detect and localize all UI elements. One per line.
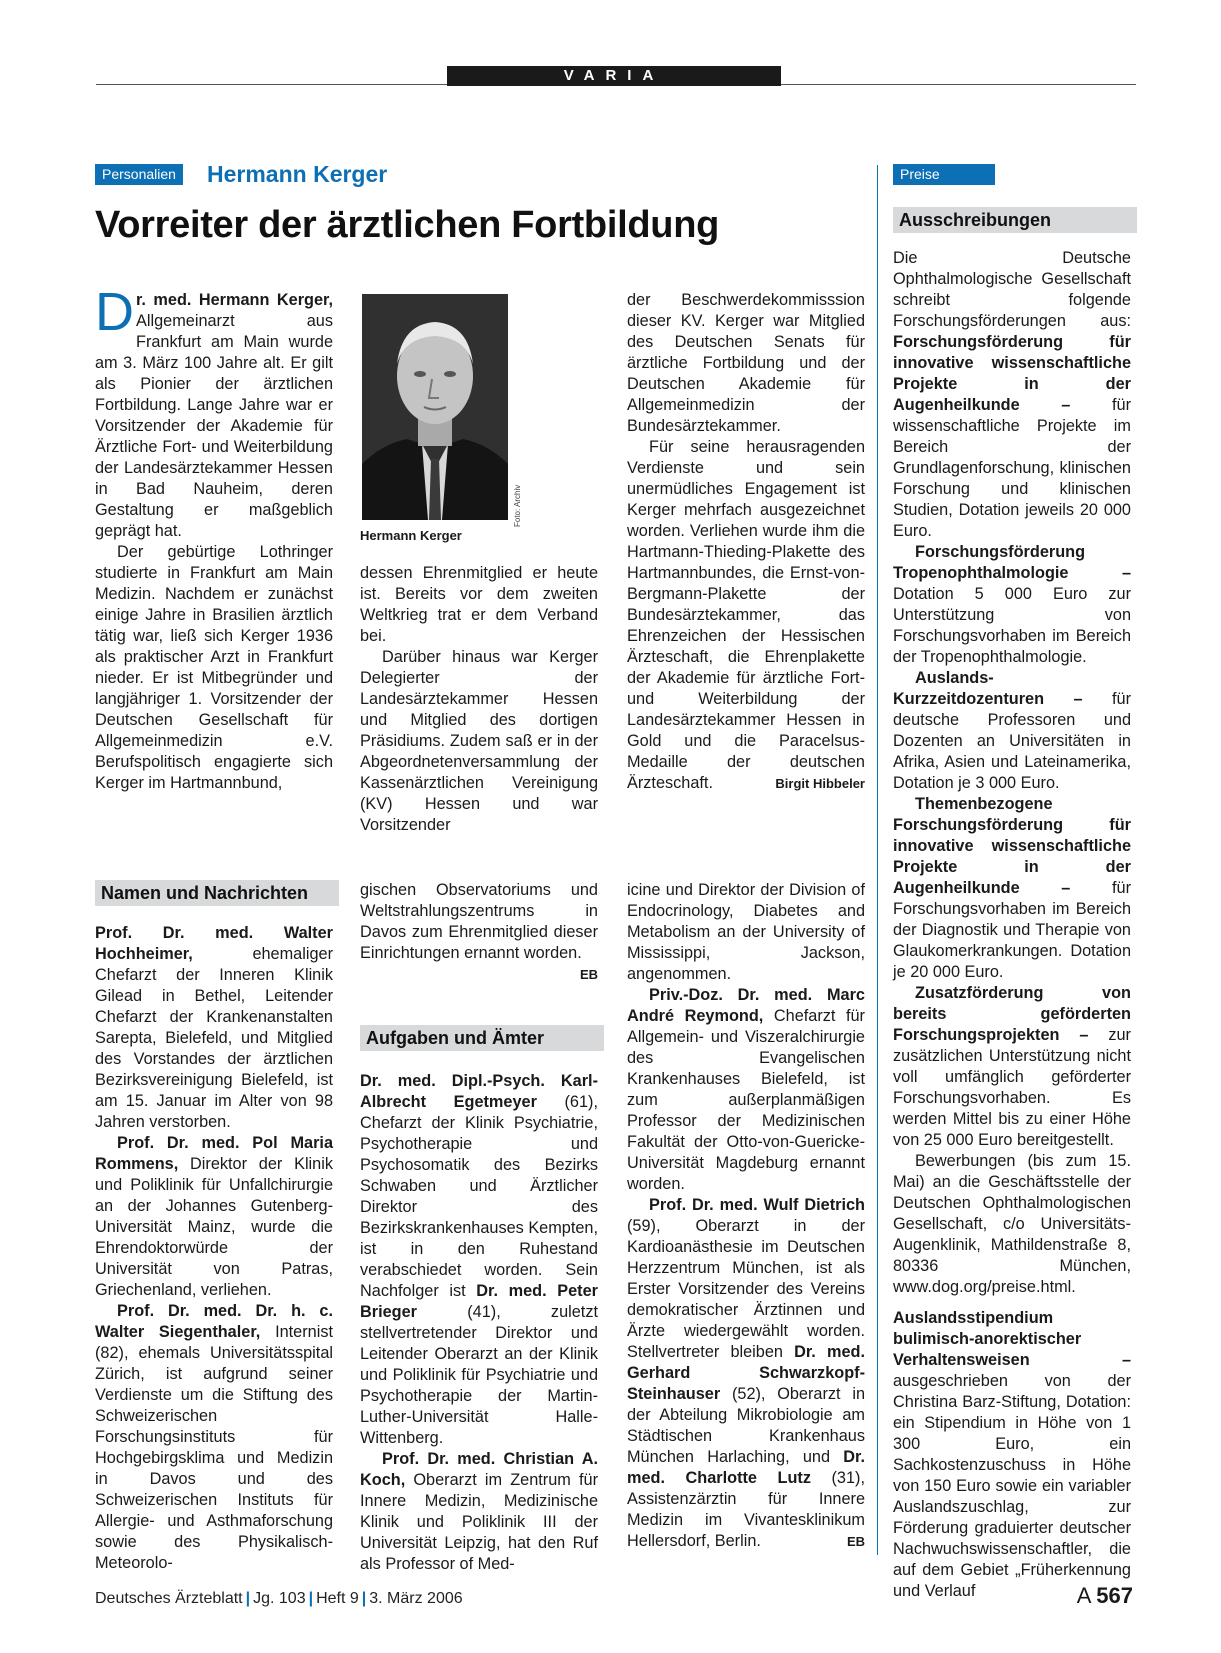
prize-entry bbox=[893, 794, 1131, 983]
prize-name: Auslands-Kurzzeitdozenturen – bbox=[893, 669, 1083, 708]
entry-text: ausgeschrieben von der Christina Barz-Stiftung, Dotation: ein Stipendium in Höhe von 1 300 Euro, ein Sachkostenzuschuss in Höhe von 150 Euro sowie ein variabler Auslandszuschlag, zur Förderung graduierter deutscher Nachwuchswissenschaftler, die auf dem Gebiet „Früherkennung und Verlauf bbox=[893, 1372, 1131, 1600]
author-signature: EB bbox=[846, 1534, 865, 1549]
news-entry bbox=[95, 1301, 333, 1574]
news-entry bbox=[95, 1133, 333, 1301]
entry-text: (52), Oberarzt in der Abteilung Mikrobiologie am Städtischen Krankenhaus München Harlaching, und bbox=[627, 1385, 865, 1466]
column-divider bbox=[877, 165, 878, 1555]
entry-text: für deutsche Professoren und Dozenten an Universitäten in Afrika, Asien und Lateinamerika, Dotation je 3 000 Euro. bbox=[893, 690, 1132, 792]
author-signature: EB bbox=[579, 967, 598, 982]
author-signature: Birgit Hibbeler bbox=[775, 776, 865, 791]
section-heading-names: Namen und Nachrichten bbox=[95, 880, 339, 906]
section-heading-preise: Ausschreibungen bbox=[893, 207, 1137, 233]
paragraph: der Beschwerdekommisssion dieser KV. Kerger war Mitglied des Deutschen Senats für ärztliche Fortbildung und der Deutschen Akademie für Allgemeinmedizin der Bundesärztekammer. bbox=[627, 291, 865, 435]
footer-separator: | bbox=[361, 1590, 367, 1607]
person-name: Prof. Dr. med. Wulf Dietrich bbox=[649, 1196, 865, 1214]
entry-text: Dotation 5 000 Euro zur Unterstützung von Forschungsvorhaben im Bereich der Tropenophthalmologie. bbox=[893, 585, 1131, 666]
entry-text: für Forschungsvorhaben im Bereich der Diagnostik und Therapie von Glaukomerkrankungen. Dotation je 20 000 Euro. bbox=[893, 879, 1131, 981]
application-info: Bewerbungen (bis zum 15. Mai) an die Geschäftsstelle der Deutschen Ophthalmologischen Gesellschaft, c/o Universitäts-Augenklinik, Mathildenstraße 8, 80336 München, www.dog.org/preise.html. bbox=[893, 1152, 1131, 1296]
lead-text: Allgemeinarzt aus Frankfurt am Main wurde am 3. März 100 Jahre alt. Er gilt als Pionier der ärztlichen Fortbildung. Lange Jahre war er Vorsitzender der Akademie für Ärztliche Fort- und Weiterbildung der Landesärztekammer Hessen in Bad Nauheim, deren Gestaltung er maßgeblich geprägt hat. bbox=[95, 312, 333, 540]
person-name: Prof. Dr. med. Dr. h. c. Walter Siegenthaler, bbox=[95, 1302, 333, 1341]
article-column-2 bbox=[360, 563, 598, 836]
article-person-name: Hermann Kerger bbox=[207, 161, 388, 187]
person-name: Dr. med. Peter Brieger bbox=[360, 1282, 598, 1321]
paragraph: Darüber hinaus war Kerger Delegierter der Landesärztekammer Hessen und Mitglied des dortigen Präsidiums. Zudem saß er in der Abgeordnetenversammlung der Kassenärztlichen Vereinigung (KV) Hessen und war Vorsitzender bbox=[360, 648, 598, 834]
entry-text: gischen Observatoriums und Weltstrahlungszentrums in Davos zum Ehrenmitglied dieser Einrichtungen ernannt worden. bbox=[360, 881, 598, 962]
prize-name: Auslandsstipendium bulimisch-anorektischer Verhaltensweisen – bbox=[893, 1309, 1131, 1369]
article-column-3 bbox=[627, 290, 865, 794]
entry-text: ehemaliger Chefarzt der Inneren Klinik Gilead in Bethel, Leitender Chefarzt der Krankenanstalten Sarepta, Bielefeld, und Mitglied des Vorstandes der ärztlichen Bezirksvereinigung Bielefeld, ist am 15. Januar im Alter von 98 Jahren verstorben. bbox=[95, 945, 333, 1131]
issue-date: 3. März 2006 bbox=[369, 1590, 463, 1607]
page-prefix: A bbox=[1076, 1583, 1091, 1608]
news-entry bbox=[360, 1071, 598, 1449]
section-label: VARIA bbox=[447, 66, 781, 86]
entry-text: (31), Assistenzärztin für Innere Medizin im Vivantesklinikum Hellersdorf, Berlin. bbox=[627, 1469, 865, 1550]
page-number bbox=[1077, 1583, 1133, 1609]
entry-text: Oberarzt im Zentrum für Innere Medizin, Medizinische Klinik und Poliklinik III der Universität Leipzig, hat den Ruf als Professor of Med- bbox=[360, 1471, 598, 1573]
news-entry bbox=[95, 923, 333, 1133]
paragraph-text: Für seine herausragenden Verdienste und sein unermüdliches Engagement ist Kerger mehrfach ausgezeichnet worden. Verliehen wurde ihm die Hartmann-Thieding-Plakette des Hartmannbundes, die Ernst-von-Bergmann-Plakette der Bundesärztekammer, das Ehrenzeichen der Hessischen Ärzteschaft, die Ehrenplakette der Akademie für ärztliche Fort- und Weiterbildung der Landesärztekammer Hessen in Gold und die Paracelsus-Medaille der deutschen Ärzteschaft. bbox=[627, 438, 865, 792]
page-number-value: 567 bbox=[1096, 1583, 1133, 1608]
person-name: Prof. Dr. med. Christian A. Koch, bbox=[360, 1450, 598, 1489]
journal-issue: Heft 9 bbox=[316, 1590, 359, 1607]
footer-separator: | bbox=[308, 1590, 314, 1607]
news-entry bbox=[360, 1449, 598, 1575]
prize-entry bbox=[893, 248, 1131, 542]
portrait-photo bbox=[362, 294, 508, 520]
person-name: Prof. Dr. med. Pol Maria Rommens, bbox=[95, 1134, 333, 1173]
person-name: Dr. med. Gerhard Schwarzkopf-Steinhauser bbox=[627, 1343, 865, 1403]
entry-text: (59), Oberarzt in der Kardioanästhesie im Deutschen Herzzentrum München, ist als Erster Vorsitzender des Vereins demokratischer Ärztinnen und Ärzte wiedergewählt worden. Stellvertreter bleiben bbox=[627, 1217, 865, 1361]
prize-entry bbox=[893, 542, 1131, 668]
category-tag: Personalien bbox=[95, 164, 183, 185]
entry-text: für wissenschaftliche Projekte im Bereich der Grundlagenforschung, klinischen Forschung und klinischen Studien, Dotation jeweils 20 000 Euro. bbox=[893, 396, 1131, 540]
portrait-image bbox=[362, 294, 508, 520]
prize-name: Forschungsförderung für innovative wissenschaftliche Projekte in der Augenheilkunde – bbox=[893, 333, 1131, 414]
category-tag-preise: Preise bbox=[893, 164, 995, 185]
names-column-2 bbox=[360, 880, 598, 985]
aemter-column-2 bbox=[360, 1071, 598, 1575]
paragraph bbox=[627, 437, 865, 794]
entry-text: (61), Chefarzt der Klinik Psychiatrie, Psychotherapie und Psychosomatik des Bezirks Schwaben und Ärztlicher Direktor des Bezirkskrankenhauses Kempten, ist in den Ruhestand verabschiedet worden. Sein Nachfolger ist bbox=[360, 1093, 599, 1300]
photo-credit: Foto: Archiv bbox=[513, 484, 522, 527]
section-heading-aemter: Aufgaben und Ämter bbox=[360, 1025, 604, 1051]
prize-name: Themenbezogene Forschungsförderung für innovative wissenschaftliche Projekte in der Augenheilkunde – bbox=[893, 795, 1131, 897]
entry-text: Direktor der Klinik und Poliklinik für Unfallchirurgie an der Johannes Gutenberg-Universität Mainz, wurde die Ehrendoktorwürde der Universität von Patras, Griechenland, verliehen. bbox=[95, 1155, 333, 1299]
lead-name: r. med. Hermann Kerger, bbox=[136, 291, 333, 309]
news-entry bbox=[627, 1195, 865, 1552]
prize-name: Zusatzförderung von bereits geförderten Forschungsprojekten – bbox=[893, 984, 1131, 1044]
entry-text: zur zusätzlichen Unterstützung nicht voll umfänglich geförderter Forschungsvorhaben. Es werden Mittel bis zu einer Höhe von 25 000 Euro bereitgestellt. bbox=[893, 1026, 1131, 1149]
prize-entry bbox=[893, 1308, 1131, 1602]
page-footer bbox=[95, 1590, 463, 1608]
photo-caption: Hermann Kerger bbox=[360, 528, 462, 543]
aemter-column-3 bbox=[627, 880, 865, 1552]
journal-volume: Jg. 103 bbox=[253, 1590, 306, 1607]
entry-text: Die Deutsche Ophthalmologische Gesellschaft schreibt folgende Forschungsförderungen aus: bbox=[893, 249, 1131, 330]
paragraph: dessen Ehrenmitglied er heute ist. Bereits vor dem zweiten Weltkrieg trat er dem Verband bei. bbox=[360, 564, 598, 645]
entry-text: Internist (82), ehemals Universitätsspital Zürich, ist aufgrund seiner Verdienste um die Stiftung des Schweizerischen Forschungsinstituts für Hochgebirgsklima und Medizin in Davos und des Schweizerischen Instituts für Allergie- und Asthmaforschung sowie des Physikalisch-Meteorolo- bbox=[95, 1323, 333, 1572]
journal-name: Deutsches Ärzteblatt bbox=[95, 1590, 243, 1607]
person-name: Priv.-Doz. Dr. med. Marc André Reymond, bbox=[627, 986, 865, 1025]
person-name: Dr. med. Charlotte Lutz bbox=[627, 1448, 865, 1487]
prize-entry bbox=[893, 983, 1131, 1151]
article-title: Vorreiter der ärztlichen Fortbildung bbox=[95, 204, 720, 246]
prize-name: Forschungsförderung Tropenophthalmologie – bbox=[893, 543, 1131, 582]
article-column-1 bbox=[95, 282, 333, 794]
entry-text: Chefarzt für Allgemein- und Viszeralchirurgie des Evangelischen Krankenhauses Bielefeld, ist zum außerplanmäßigen Professor der Medizinischen Fakultät der Otto-von-Guericke-Universität Magdeburg ernannt worden. bbox=[627, 1007, 865, 1193]
person-name: Dr. med. Dipl.-Psych. Karl-Albrecht Egetmeyer bbox=[360, 1072, 598, 1111]
entry-text: icine und Direktor der Division of Endocrinology, Diabetes and Metabolism an der University of Mississippi, Jackson, angenommen. bbox=[627, 881, 865, 983]
person-name: Prof. Dr. med. Walter Hochheimer, bbox=[95, 924, 333, 963]
prize-entry bbox=[893, 668, 1131, 794]
names-column-1 bbox=[95, 923, 333, 1574]
preise-column bbox=[893, 248, 1131, 1602]
entry-text: (41), zuletzt stellvertretender Direktor und Leitender Oberarzt an der Klinik und Poliklinik für Psychiatrie und Psychotherapie der Martin-Luther-Universität Halle-Wittenberg. bbox=[360, 1303, 598, 1447]
drop-cap: D bbox=[95, 282, 134, 342]
paragraph: Der gebürtige Lothringer studierte in Frankfurt am Main Medizin. Nachdem er zunächst einige Jahre in Brasilien ärztlich tätig war, ließ sich Kerger 1936 als praktischer Arzt in Frankfurt nieder. Er ist Mitbegründer und langjähriger 1. Vorsitzender der Deutschen Gesellschaft für Allgemeinmedizin e.V. Berufspolitisch engagierte sich Kerger im Hartmannbund, bbox=[95, 543, 333, 792]
news-entry bbox=[360, 880, 598, 982]
footer-separator: | bbox=[245, 1590, 251, 1607]
news-entry bbox=[627, 985, 865, 1195]
